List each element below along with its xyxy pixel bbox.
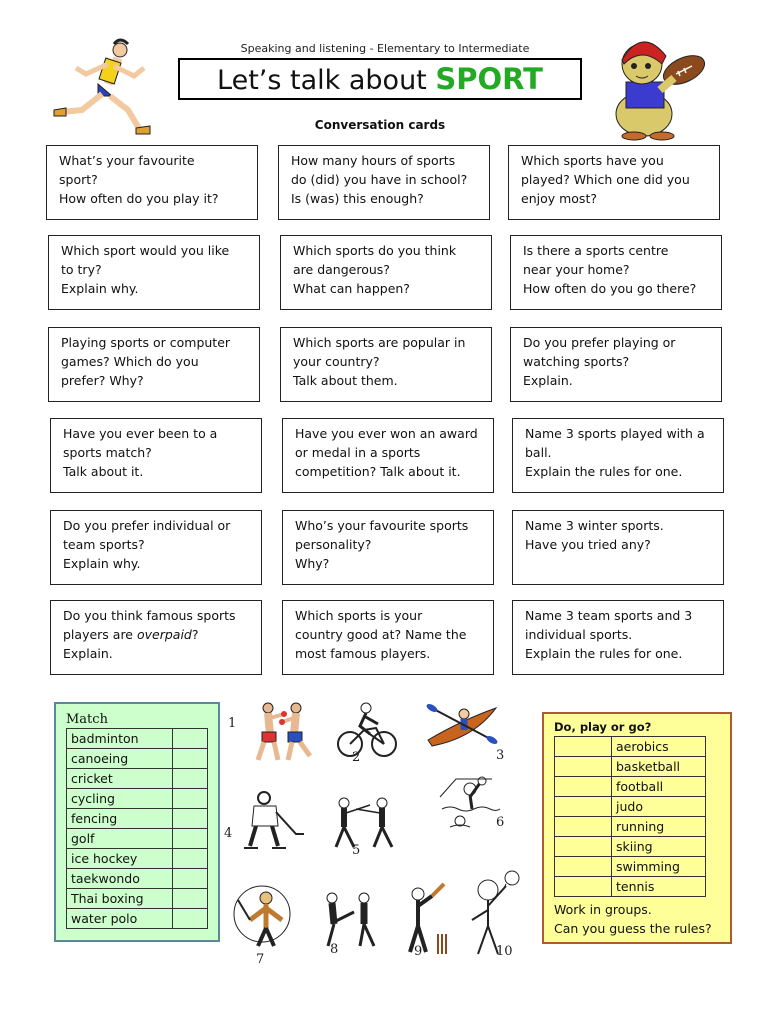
do-play-go-row — [555, 777, 706, 797]
match-sport-name: Thai boxing — [67, 889, 173, 909]
conversation-card: Have you ever been to a sports match? Talk about it. — [50, 418, 262, 493]
golf-icon — [226, 880, 292, 950]
match-box — [54, 702, 220, 942]
match-answer-cell[interactable] — [173, 829, 208, 849]
conversation-card: Name 3 team sports and 3 individual sports. Explain the rules for one. — [512, 600, 724, 675]
match-sport-name: water polo — [67, 909, 173, 929]
match-row — [67, 869, 208, 889]
section-heading: Conversation cards — [314, 118, 446, 132]
picture-number: 4 — [224, 826, 233, 841]
activity-name: aerobics — [612, 737, 706, 757]
match-answer-cell[interactable] — [173, 769, 208, 789]
picture-number: 8 — [330, 942, 339, 957]
conversation-card: Name 3 sports played with a ball. Explain the rules for one. — [512, 418, 724, 493]
activity-name: swimming — [612, 857, 706, 877]
match-row — [67, 809, 208, 829]
conversation-card: Name 3 winter sports. Have you tried any? — [512, 510, 724, 585]
do-play-go-table — [554, 736, 706, 897]
activity-name: skiing — [612, 837, 706, 857]
picture-number: 1 — [228, 716, 237, 731]
conversation-card: Who’s your favourite sports personality? Why? — [282, 510, 494, 585]
worksheet-subtitle: Speaking and listening - Elementary to Intermediate — [240, 42, 530, 55]
canoeing-icon — [424, 700, 500, 750]
do-play-go-row — [555, 817, 706, 837]
verb-answer-cell[interactable] — [555, 737, 612, 757]
conversation-card: Which sports are popular in your country? Talk about them. — [280, 327, 492, 402]
verb-answer-cell[interactable] — [555, 757, 612, 777]
thai-boxing-icon — [248, 700, 318, 762]
picture-number: 9 — [414, 944, 423, 959]
do-play-go-row — [555, 757, 706, 777]
match-sport-name: canoeing — [67, 749, 173, 769]
conversation-card: Playing sports or computer games? Which do you prefer? Why? — [48, 327, 260, 402]
conversation-card: What’s your favourite sport? How often do you play it? — [46, 145, 258, 220]
activity-name: judo — [612, 797, 706, 817]
do-play-go-instructions: Work in groups. Can you guess the rules? — [554, 902, 712, 936]
conversation-card: Do you prefer playing or watching sports? Explain. — [510, 327, 722, 402]
verb-answer-cell[interactable] — [555, 837, 612, 857]
conversation-card: Which sports do you think are dangerous? What can happen? — [280, 235, 492, 310]
football-mascot-icon — [604, 34, 714, 140]
water-polo-icon — [436, 775, 505, 835]
conversation-card: Do you prefer individual or team sports? Explain why. — [50, 510, 262, 585]
cricket-icon — [398, 884, 454, 956]
match-answer-cell[interactable] — [173, 849, 208, 869]
activity-name: basketball — [612, 757, 706, 777]
activity-name: football — [612, 777, 706, 797]
match-sport-name: ice hockey — [67, 849, 173, 869]
match-title: Match — [66, 712, 108, 727]
do-play-go-row — [555, 857, 706, 877]
match-answer-cell[interactable] — [173, 869, 208, 889]
title-prefix: Let’s talk about — [217, 65, 436, 96]
match-row — [67, 909, 208, 929]
match-sport-name: cricket — [67, 769, 173, 789]
match-sport-name: golf — [67, 829, 173, 849]
page-title — [178, 58, 582, 100]
picture-number: 6 — [496, 815, 505, 830]
picture-number: 3 — [496, 748, 505, 763]
do-play-go-row — [555, 797, 706, 817]
verb-answer-cell[interactable] — [555, 857, 612, 877]
activity-name: running — [612, 817, 706, 837]
match-row — [67, 889, 208, 909]
cycling-icon — [336, 700, 398, 760]
picture-number: 10 — [496, 944, 513, 959]
conversation-card: How many hours of sports do (did) you have in school? Is (was) this enough? — [278, 145, 490, 220]
match-sport-name: fencing — [67, 809, 173, 829]
conversation-card-overpaid: Do you think famous sports players are overpaid? Explain. — [50, 600, 262, 675]
verb-answer-cell[interactable] — [555, 877, 612, 897]
match-sport-name: badminton — [67, 729, 173, 749]
verb-answer-cell[interactable] — [555, 797, 612, 817]
emphasized-word: overpaid — [136, 627, 192, 642]
match-sport-name: cycling — [67, 789, 173, 809]
do-play-go-box — [542, 712, 732, 944]
match-answer-cell[interactable] — [173, 889, 208, 909]
match-row — [67, 729, 208, 749]
picture-number: 2 — [352, 750, 361, 765]
do-play-go-row — [555, 737, 706, 757]
match-table — [66, 728, 208, 929]
fencing-icon — [330, 795, 396, 851]
picture-number: 5 — [352, 843, 361, 858]
do-play-go-title: Do, play or go? — [554, 720, 652, 734]
title-highlight: SPORT — [435, 62, 543, 96]
conversation-card: Which sport would you like to try? Explain why. — [48, 235, 260, 310]
verb-answer-cell[interactable] — [555, 817, 612, 837]
match-answer-cell[interactable] — [173, 809, 208, 829]
conversation-card: Have you ever won an award or medal in a sports competition? Talk about it. — [282, 418, 494, 493]
match-answer-cell[interactable] — [173, 789, 208, 809]
activity-name: tennis — [612, 877, 706, 897]
match-answer-cell[interactable] — [173, 729, 208, 749]
picture-number: 7 — [256, 952, 265, 967]
match-answer-cell[interactable] — [173, 909, 208, 929]
match-answer-cell[interactable] — [173, 749, 208, 769]
do-play-go-row — [555, 877, 706, 897]
match-row — [67, 829, 208, 849]
conversation-card: Is there a sports centre near your home? How often do you go there? — [510, 235, 722, 310]
conversation-card: Which sports is your country good at? Name the most famous players. — [282, 600, 494, 675]
match-row — [67, 769, 208, 789]
verb-answer-cell[interactable] — [555, 777, 612, 797]
match-sport-name: taekwondo — [67, 869, 173, 889]
conversation-card: Which sports have you played? Which one did you enjoy most? — [508, 145, 720, 220]
match-row — [67, 849, 208, 869]
taekwondo-icon — [320, 888, 380, 950]
do-play-go-row — [555, 837, 706, 857]
match-row — [67, 749, 208, 769]
ice-hockey-icon — [236, 790, 306, 856]
running-man-icon — [52, 38, 157, 138]
match-row — [67, 789, 208, 809]
